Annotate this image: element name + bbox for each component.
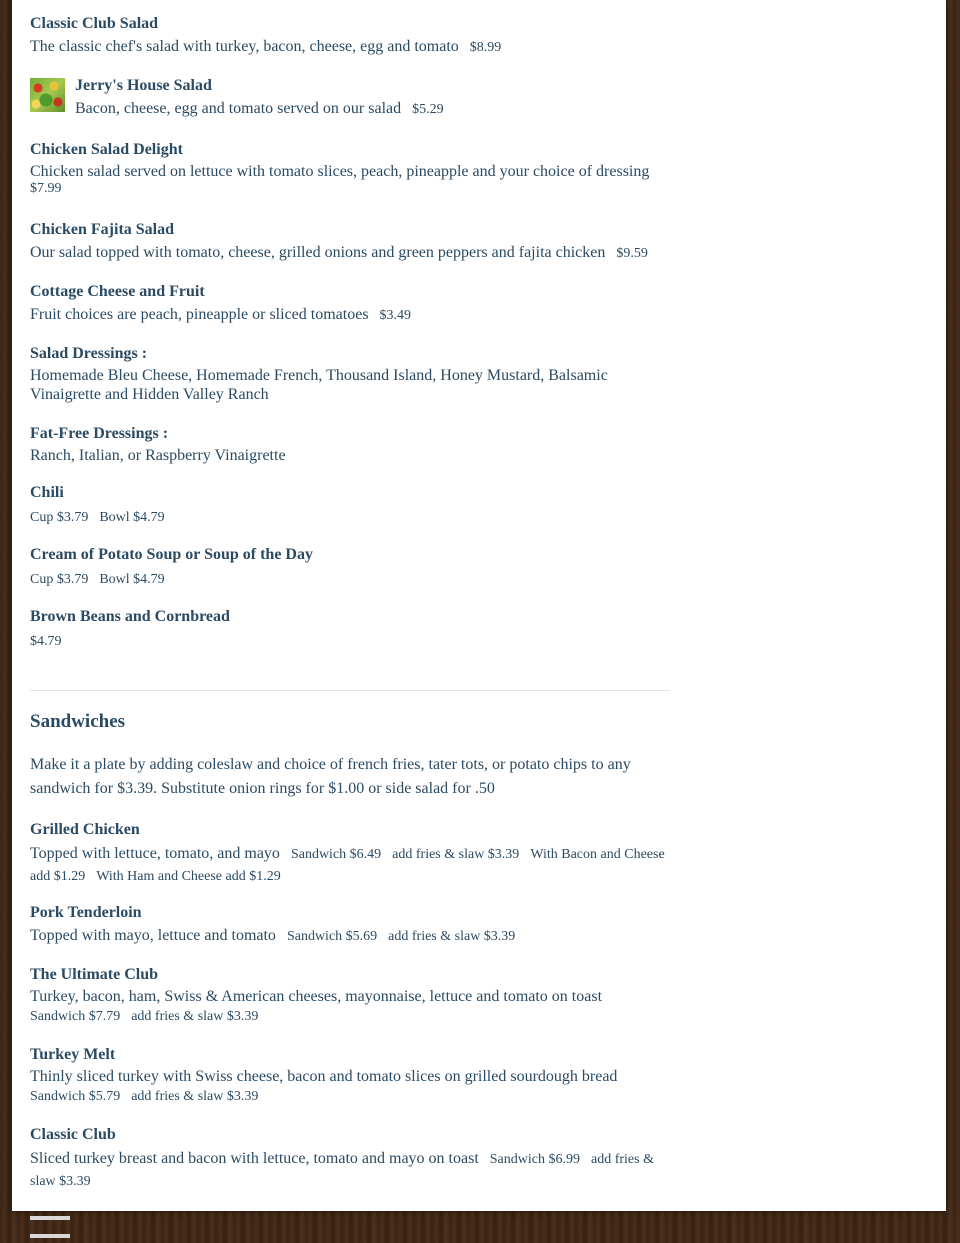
item-price-add-fries: add fries & slaw $3.39 xyxy=(131,1089,259,1104)
item-prices xyxy=(30,631,670,651)
item-prices xyxy=(30,569,670,589)
item-description-with-price xyxy=(30,926,670,946)
menu-item-cottage-cheese-and-fruit xyxy=(30,282,670,325)
menu-item-jerrys-house-salad xyxy=(75,76,675,119)
cropped-thumbnails xyxy=(30,1207,120,1211)
menu-item-ultimate-club xyxy=(30,965,670,1026)
menu-item-potato-soup xyxy=(30,545,670,589)
item-price-sandwich: Sandwich $6.49 xyxy=(290,847,382,862)
item-name: Classic Club Salad xyxy=(30,15,159,32)
menu-item-chicken-salad-delight xyxy=(30,140,670,197)
item-description-with-price xyxy=(30,243,670,263)
item-price-sandwich: Sandwich $5.79 xyxy=(30,1089,121,1104)
item-description: Thinly sliced turkey with Swiss cheese, bacon and tomato slices on grilled sourdough bread xyxy=(30,1068,618,1085)
item-description: Our salad topped with tomato, cheese, grilled onions and green peppers and fajita chicken xyxy=(30,244,606,261)
menu-item-pork-tenderloin xyxy=(30,903,670,946)
item-price-sandwich: Sandwich $5.69 xyxy=(286,929,378,944)
item-name: Classic Club xyxy=(30,1126,116,1143)
menu-item-chili xyxy=(30,483,670,527)
menu-item-grilled-chicken xyxy=(30,820,670,887)
thumbnail[interactable] xyxy=(30,1216,70,1220)
menu-item-fat-free-dressings xyxy=(30,424,670,465)
menu-item-chicken-fajita-salad xyxy=(30,220,670,263)
item-description-with-price xyxy=(30,305,670,325)
item-price-bacon-cheese: With Bacon and Cheese add $1.29 xyxy=(30,847,665,884)
item-prices xyxy=(30,507,670,527)
item-price-sandwich: Sandwich $7.79 xyxy=(30,1009,121,1024)
menu-item-brown-beans-and-cornbread xyxy=(30,607,670,651)
item-name: Chili xyxy=(30,484,64,501)
item-price-cup: Cup $3.79 xyxy=(30,510,89,525)
item-prices xyxy=(30,1006,670,1026)
menu-panel xyxy=(12,0,946,1211)
item-description: Turkey, bacon, ham, Swiss & American cheeses, mayonnaise, lettuce and tomato on toast xyxy=(30,988,603,1005)
item-description-with-price xyxy=(30,37,670,57)
item-description: Fruit choices are peach, pineapple or sliced tomatoes xyxy=(30,306,369,323)
item-description: Chicken salad served on lettuce with tomato slices, peach, pineapple and your choice of dressing xyxy=(30,163,650,180)
item-name: Grilled Chicken xyxy=(30,821,140,838)
item-description-with-price xyxy=(30,843,670,887)
item-description: Topped with lettuce, tomato, and mayo xyxy=(30,845,280,862)
item-name: Pork Tenderloin xyxy=(30,904,142,921)
menu-item-classic-club xyxy=(30,1125,670,1192)
item-price-bowl: Bowl $4.79 xyxy=(99,572,165,587)
item-name: Turkey Melt xyxy=(30,1046,116,1063)
item-name: Fat-Free Dressings : xyxy=(30,425,169,442)
item-name: Brown Beans and Cornbread xyxy=(30,608,230,625)
item-price-add-fries: add fries & slaw $3.39 xyxy=(388,929,516,944)
thumbnail[interactable] xyxy=(30,1234,70,1238)
item-description-with-price xyxy=(75,99,675,119)
item-price: $7.99 xyxy=(30,181,62,196)
item-price: $9.59 xyxy=(616,246,648,261)
item-price: $4.79 xyxy=(30,634,62,649)
item-price-ham-cheese: With Ham and Cheese add $1.29 xyxy=(96,869,281,884)
item-price-bowl: Bowl $4.79 xyxy=(99,510,165,525)
item-description: Topped with mayo, lettuce and tomato xyxy=(30,927,276,944)
item-name: Jerry's House Salad xyxy=(75,77,212,94)
item-price: $5.29 xyxy=(412,102,444,117)
item-description: Bacon, cheese, egg and tomato served on our salad xyxy=(75,100,402,117)
item-description-with-price xyxy=(30,1148,670,1192)
item-name: The Ultimate Club xyxy=(30,966,158,983)
item-description: The classic chef's salad with turkey, bacon, cheese, egg and tomato xyxy=(30,38,459,55)
item-price: $3.49 xyxy=(379,308,412,323)
item-description: Ranch, Italian, or Raspberry Vinaigrette xyxy=(30,447,286,464)
item-name: Salad Dressings : xyxy=(30,345,148,362)
menu-item-classic-club-salad xyxy=(30,14,670,57)
section-intro: Make it a plate by adding coleslaw and choice of french fries, tater tots, or potato chips to any sandwich for $3.39. Substitute onion rings for $1.00 or side salad for .50 xyxy=(30,756,631,797)
item-name: Chicken Fajita Salad xyxy=(30,221,175,238)
section-divider xyxy=(30,690,670,691)
item-description: Homemade Bleu Cheese, Homemade French, Thousand Island, Honey Mustard, Balsamic Vinaigrette and Hidden Valley Ranch xyxy=(30,367,608,403)
item-price-cup: Cup $3.79 xyxy=(30,572,89,587)
item-name: Chicken Salad Delight xyxy=(30,141,183,158)
item-name: Cream of Potato Soup or Soup of the Day xyxy=(30,546,313,563)
item-price-add-fries: add fries & slaw $3.39 xyxy=(30,1152,654,1189)
item-price-add-fries: add fries & slaw $3.39 xyxy=(131,1009,259,1024)
item-price: $8.99 xyxy=(469,40,502,55)
menu-item-salad-dressings xyxy=(30,344,630,404)
item-name: Cottage Cheese and Fruit xyxy=(30,283,205,300)
item-prices xyxy=(30,1086,670,1106)
section-title-sandwiches: Sandwiches xyxy=(30,711,126,732)
item-description: Sliced turkey breast and bacon with lettuce, tomato and mayo on toast xyxy=(30,1150,479,1167)
menu-item-turkey-melt xyxy=(30,1045,670,1106)
salad-photo-thumbnail[interactable] xyxy=(30,78,65,112)
item-price-add-fries: add fries & slaw $3.39 xyxy=(392,847,520,862)
item-price-sandwich: Sandwich $6.99 xyxy=(489,1152,580,1167)
